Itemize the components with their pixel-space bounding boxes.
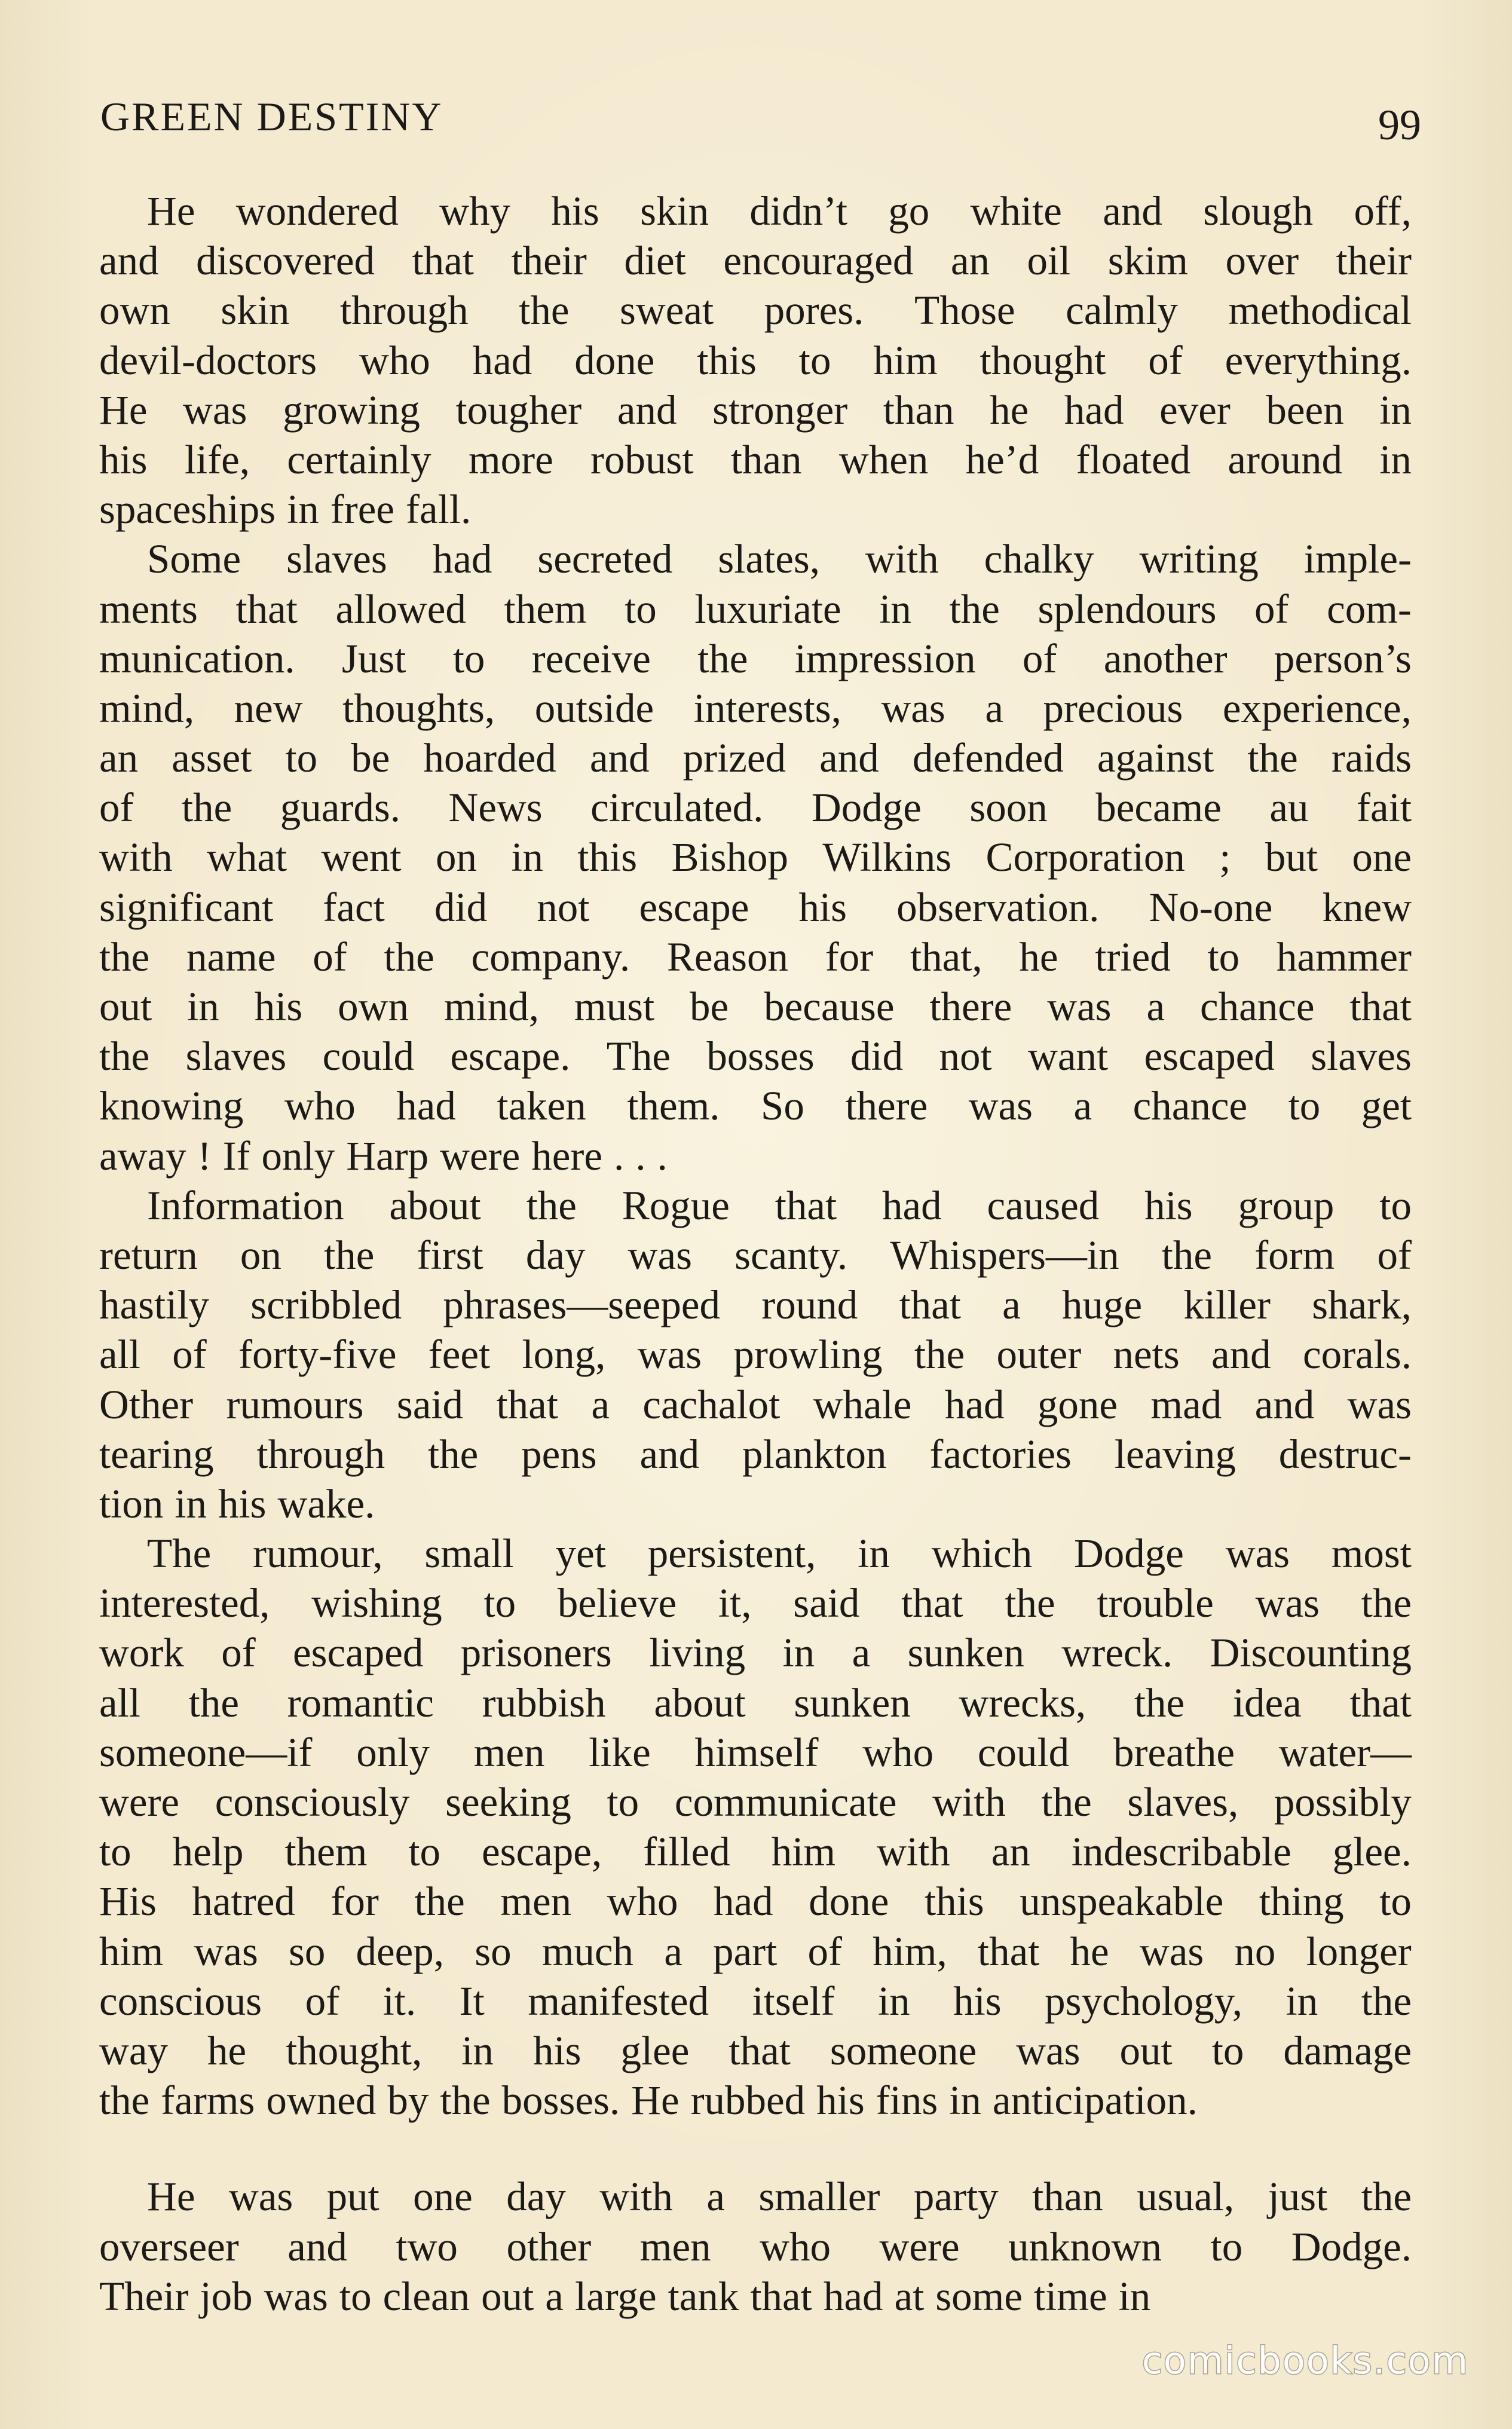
text-line: significant fact did not escape his observation. No-one knew <box>99 884 1412 930</box>
text-line: knowing who had taken them. So there was a chance to get <box>99 1083 1412 1129</box>
text-line: tearing through the pens and plankton factories leaving destruc- <box>99 1431 1412 1477</box>
text-line: His hatred for the men who had done this unspeakable thing to <box>99 1879 1412 1925</box>
text-line: He was put one day with a smaller party than usual, just the <box>147 2174 1412 2220</box>
text-line: tion in his wake. <box>99 1480 375 1526</box>
text-line: with what went on in this Bishop Wilkins Corporation ; but one <box>99 834 1412 880</box>
section-break <box>99 2125 1412 2172</box>
paragraph <box>99 1181 1412 1529</box>
text-line: the slaves could escape. The bosses did not want escaped slaves <box>99 1033 1412 1079</box>
paragraph <box>99 2172 1412 2321</box>
page-number: 99 <box>1378 101 1421 149</box>
text-line: someone—if only men like himself who could breathe water— <box>99 1729 1412 1775</box>
text-line: Other rumours said that a cachalot whale had gone mad and was <box>99 1381 1412 1427</box>
text-line: all of forty-five feet long, was prowling the outer nets and corals. <box>99 1332 1412 1378</box>
text-line: his life, certainly more robust than when he’d floated around in <box>99 436 1412 482</box>
text-line: and discovered that their diet encouraged an oil skim over their <box>99 238 1412 284</box>
text-line: away ! If only Harp were here . . . <box>99 1133 668 1179</box>
text-line: an asset to be hoarded and prized and defended against the raids <box>99 735 1412 781</box>
text-line: the farms owned by the bosses. He rubbed his fins in anticipation. <box>99 2078 1198 2124</box>
text-line: spaceships in free fall. <box>99 487 472 533</box>
text-line: munication. Just to receive the impression of another person’s <box>99 635 1412 681</box>
paragraph <box>99 534 1412 1180</box>
text-line: The rumour, small yet persistent, in which Dodge was most <box>147 1531 1412 1577</box>
text-line: of the guards. News circulated. Dodge soon became au fait <box>99 785 1412 831</box>
text-line: hastily scribbled phrases—seeped round that a huge killer shark, <box>99 1282 1412 1328</box>
text-line: out in his own mind, must be because there was a chance that <box>99 984 1412 1029</box>
text-line: return on the first day was scanty. Whispers—in the form of <box>99 1232 1412 1278</box>
text-line: He was growing tougher and stronger than he had ever been in <box>99 387 1412 433</box>
text-line: all the romantic rubbish about sunken wrecks, the idea that <box>99 1680 1412 1726</box>
text-line: conscious of it. It manifested itself in his psychology, in the <box>99 1978 1412 2024</box>
text-line: to help them to escape, filled him with an indescribable glee. <box>99 1829 1412 1875</box>
paragraph <box>99 1529 1412 2125</box>
page-header <box>100 90 1421 155</box>
text-line: way he thought, in his glee that someone was out to damage <box>99 2027 1412 2073</box>
text-line: He wondered why his skin didn’t go white and slough off, <box>147 188 1412 234</box>
text-line: ments that allowed them to luxuriate in the splendours of com- <box>99 586 1412 632</box>
watermark: comicbooks.com <box>1141 2339 1469 2382</box>
running-title: GREEN DESTINY <box>100 94 443 139</box>
text-line: own skin through the sweat pores. Those calmly methodical <box>99 287 1412 334</box>
text-line: mind, new thoughts, outside interests, was a precious experience, <box>99 685 1412 731</box>
text-line: were consciously seeking to communicate with the slaves, possibly <box>99 1779 1412 1825</box>
body-text <box>99 186 1412 2321</box>
text-line: him was so deep, so much a part of him, that he was no longer <box>99 1928 1412 1974</box>
text-line: interested, wishing to believe it, said that the trouble was the <box>99 1580 1412 1626</box>
text-line: Information about the Rogue that had caused his group to <box>147 1182 1412 1228</box>
text-line: overseer and two other men who were unknown to Dodge. <box>99 2223 1412 2269</box>
text-line: devil-doctors who had done this to him thought of everything. <box>99 337 1412 383</box>
text-line: Some slaves had secreted slates, with chalky writing imple- <box>147 536 1412 582</box>
text-line: Their job was to clean out a large tank that had at some time in <box>99 2273 1151 2319</box>
text-line: the name of the company. Reason for that, he tried to hammer <box>99 934 1412 980</box>
text-line: work of escaped prisoners living in a sunken wreck. Discounting <box>99 1630 1412 1676</box>
paragraph <box>99 186 1412 534</box>
